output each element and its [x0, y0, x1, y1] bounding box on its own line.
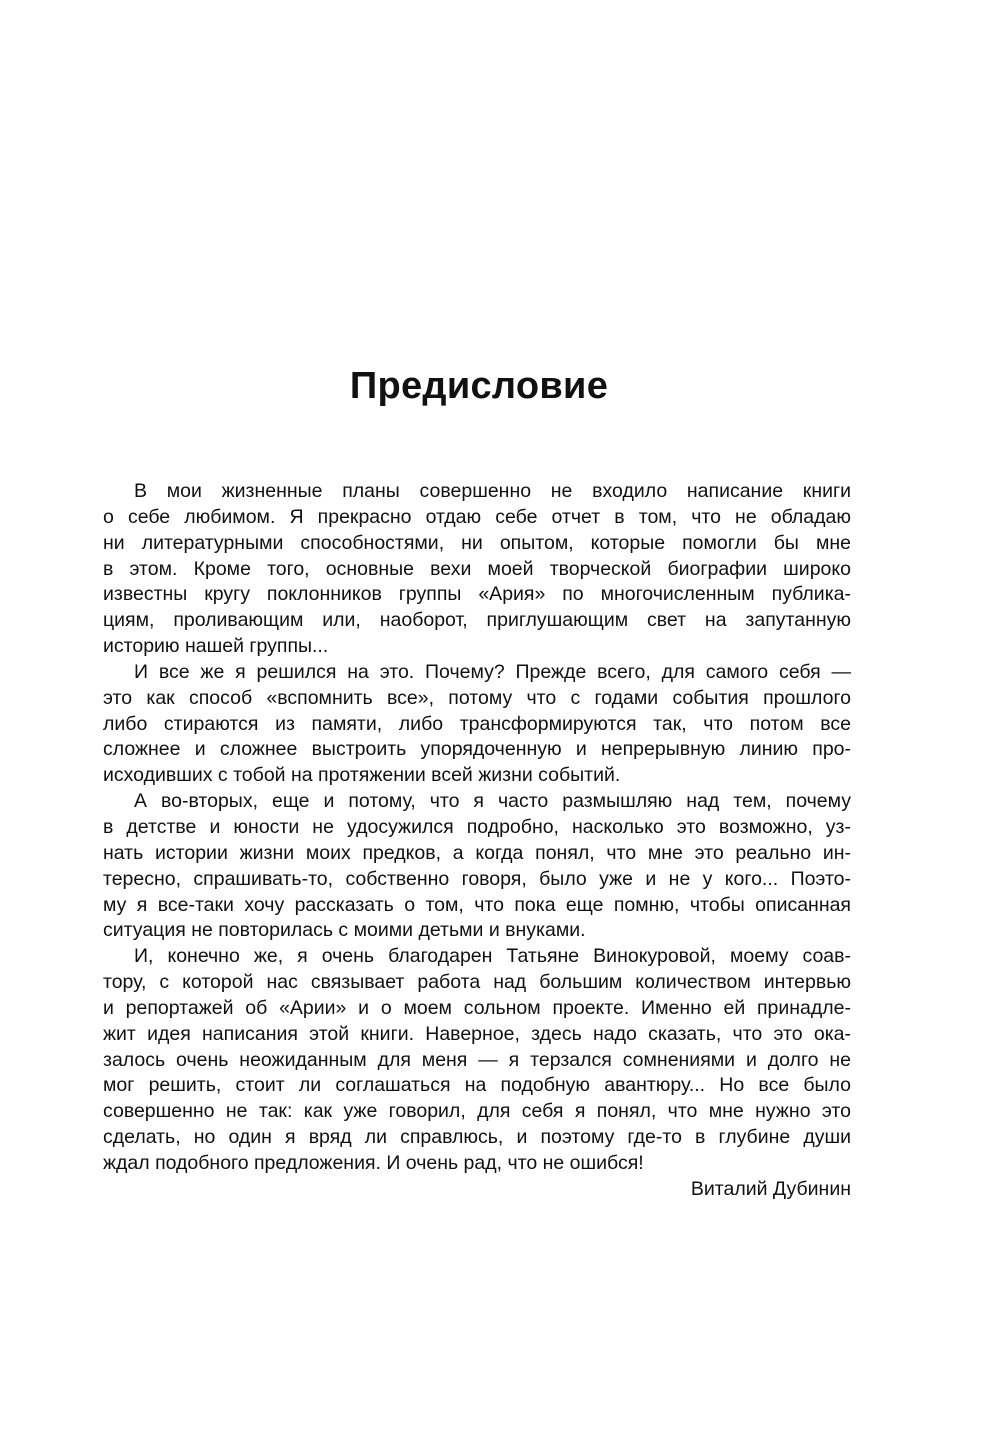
text-line: нать истории жизни моих предков, а когда понял, что мне это реально ин- — [103, 841, 851, 864]
preface-body — [103, 479, 851, 1203]
text-line: совершенно не так: как уже говорил, для себя я понял, что мне нужно это — [103, 1100, 851, 1123]
text-line: сложнее и сложнее выстроить упорядоченную и непрерывную линию про- — [103, 738, 851, 761]
page-title: Предисловие — [349, 365, 609, 407]
text-line: ждал подобного предложения. И очень рад, что не ошибся! — [103, 1151, 644, 1174]
text-line: о себе любимом. Я прекрасно отдаю себе отчет в том, что не обладаю — [103, 505, 851, 528]
text-line: либо стираются из памяти, либо трансформируются так, что потом все — [103, 712, 851, 735]
text-line: И, конечно же, я очень благодарен Татьяне Винокуровой, моему соав- — [134, 945, 851, 968]
text-line: жит идея написания этой книги. Наверное, здесь надо сказать, что это ока- — [103, 1022, 851, 1045]
text-line: му я все-таки хочу рассказать о том, что пока еще помню, чтобы описанная — [103, 893, 851, 916]
text-line: И все же я решился на это. Почему? Прежде всего, для самого себя — — [134, 660, 851, 683]
text-line: В мои жизненные планы совершенно не входило написание книги — [134, 480, 851, 502]
paragraph-4 — [103, 944, 851, 1177]
author-signature: Виталий Дубинин — [690, 1177, 851, 1200]
text-line: А во-вторых, еще и потому, что я часто размышляю над тем, почему — [134, 790, 851, 813]
text-line: залось очень неожиданным для меня — я терзался сомнениями и долго не — [103, 1048, 851, 1071]
text-line: циям, проливающим или, наоборот, приглушающим свет на запутанную — [103, 609, 851, 632]
paragraph-2 — [103, 660, 851, 789]
text-line: и репортажей об «Арии» и о моем сольном проекте. Именно ей принадле- — [103, 996, 851, 1019]
text-line: исходивших с тобой на протяжении всей жизни событий. — [103, 764, 621, 787]
text-line: ни литературными способностями, ни опытом, которые помогли бы мне — [103, 531, 851, 554]
paragraph-3 — [103, 789, 851, 944]
text-line: сделать, но один я вряд ли справлюсь, и поэтому где-то в глубине души — [103, 1126, 851, 1149]
text-line: ситуация не повторилась с моими детьми и внуками. — [103, 919, 586, 942]
text-line: историю нашей группы... — [103, 635, 329, 658]
text-line: тересно, спрашивать-то, собственно говоря, было уже и не у кого... Поэто- — [103, 867, 851, 890]
text-line: в этом. Кроме того, основные вехи моей творческой биографии широко — [103, 557, 851, 580]
text-line: это как способ «вспомнить все», потому что с годами события прошлого — [103, 686, 851, 709]
text-line: мог решить, стоит ли соглашаться на подобную авантюру... Но все было — [103, 1074, 851, 1097]
text-line: тору, с которой нас связывает работа над большим количеством интервью — [103, 971, 851, 994]
paragraph-1 — [103, 479, 851, 660]
text-line: в детстве и юности не удосужился подробно, насколько это возможно, уз- — [103, 815, 851, 838]
text-line: известны кругу поклонников группы «Ария» по многочисленным публика- — [103, 583, 851, 606]
